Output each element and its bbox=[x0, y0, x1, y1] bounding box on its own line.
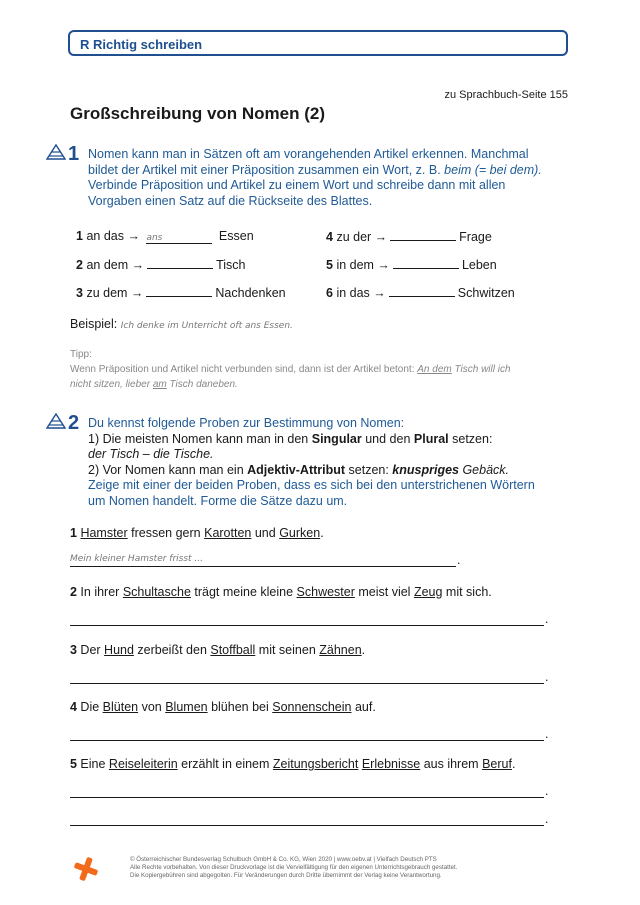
example-handwriting: Ich denke im Unterricht oft ans Essen. bbox=[120, 321, 293, 331]
difficulty-triangle-icon bbox=[46, 413, 66, 429]
answer-blank[interactable] bbox=[147, 257, 213, 269]
section-header: R Richtig schreiben bbox=[80, 37, 203, 52]
line-period: . bbox=[545, 612, 549, 626]
line-period: . bbox=[545, 727, 549, 741]
answer-line[interactable] bbox=[70, 625, 544, 626]
sentence: 3 Der Hund zerbeißt den Stoffball mit seinen Zähnen. bbox=[70, 643, 366, 657]
exercise-item: 3 zu dem → Nachdenken bbox=[76, 286, 286, 300]
answer-blank[interactable] bbox=[393, 257, 459, 269]
task1-instruction: Nomen kann man in Sätzen oft am vorangehenden Artikel erkennen. Manchmal bildet der Artikel mit einer Präposition zusammen ein Wort, z. B. beim (= bei dem). Verbinde Präposition und Artikel zu einem Wort und schreibe dann mit allen Vorgaben einen Satz auf die Rückseite des Blattes. bbox=[88, 147, 542, 208]
sentence: 1 Hamster fressen gern Karotten und Gurken. bbox=[70, 526, 324, 540]
page-title: Großschreibung von Nomen (2) bbox=[70, 104, 326, 123]
sentence: 4 Die Blüten von Blumen blühen bei Sonnenschein auf. bbox=[70, 700, 376, 714]
task2-instruction: Du kennst folgende Proben zur Bestimmung von Nomen: 1) Die meisten Nomen kann man in den Singular und den Plural setzen: der Tisch – die Tische. 2) Vor Nomen kann man ein Adjektiv-Attribut setzen: knuspriges Gebäck. Zeige mit einer der beiden Proben, dass es sich bei den unterstrichenen Wörtern um Nomen handelt. Forme die Sätze dazu um. bbox=[88, 416, 535, 508]
answer-line[interactable] bbox=[70, 566, 456, 567]
page-reference: zu Sprachbuch-Seite 155 bbox=[444, 89, 568, 101]
difficulty-triangle-icon bbox=[46, 144, 66, 160]
answer-line[interactable] bbox=[70, 825, 544, 826]
answer-blank[interactable] bbox=[389, 285, 455, 297]
example: Beispiel: Ich denke im Unterricht oft ans Essen. bbox=[70, 317, 293, 331]
sentence: 5 Eine Reiseleiterin erzählt in einem Zeitungsbericht Erlebnisse aus ihrem Beruf. bbox=[70, 757, 516, 771]
line-period: . bbox=[545, 784, 549, 798]
exercise-item: 2 an dem → Tisch bbox=[76, 258, 246, 272]
exercise-item: 4 zu der → Frage bbox=[326, 230, 492, 244]
answer-blank[interactable] bbox=[390, 229, 456, 241]
publisher-logo-icon bbox=[72, 855, 100, 883]
answer-line[interactable] bbox=[70, 797, 544, 798]
line-period: . bbox=[545, 670, 549, 684]
exercise-item: 1 an das → ans Essen bbox=[76, 229, 254, 243]
handwritten-answer: Mein kleiner Hamster frisst ... bbox=[70, 554, 204, 564]
exercise-item: 6 in das → Schwitzen bbox=[326, 286, 515, 300]
line-period: . bbox=[545, 812, 549, 826]
sentence: 2 In ihrer Schultasche trägt meine kleine Schwester meist viel Zeug mit sich. bbox=[70, 585, 492, 599]
answer-line[interactable] bbox=[70, 740, 544, 741]
exercise-item: 5 in dem → Leben bbox=[326, 258, 497, 272]
task-number: 1 bbox=[68, 143, 80, 165]
answer-line[interactable] bbox=[70, 683, 544, 684]
tip-box: Tipp: Wenn Präposition und Artikel nicht verbunden sind, dann ist der Artikel betont: An dem Tisch will ich nicht sitzen, lieber am Tisch daneben. bbox=[70, 349, 511, 390]
answer-blank[interactable] bbox=[146, 285, 212, 297]
line-period: . bbox=[457, 553, 461, 567]
task-number: 2 bbox=[68, 412, 80, 434]
footer-copyright: © Österreichischer Bundesverlag Schulbuch GmbH & Co. KG, Wien 2020 | www.oebv.at | Vielfach Deutsch PTS Alle Rechte vorbehalten. Von dieser Druckvorlage ist die Vervielfältigung für den eigenen Unterrichtsgebrauch gestattet. Die Kopiergebühren sind abgegolten. Für Veränderungen durch Dritte übernimmt der Verlag keine Verantwortung. bbox=[130, 856, 458, 879]
handwritten-answer: ans bbox=[146, 233, 163, 243]
